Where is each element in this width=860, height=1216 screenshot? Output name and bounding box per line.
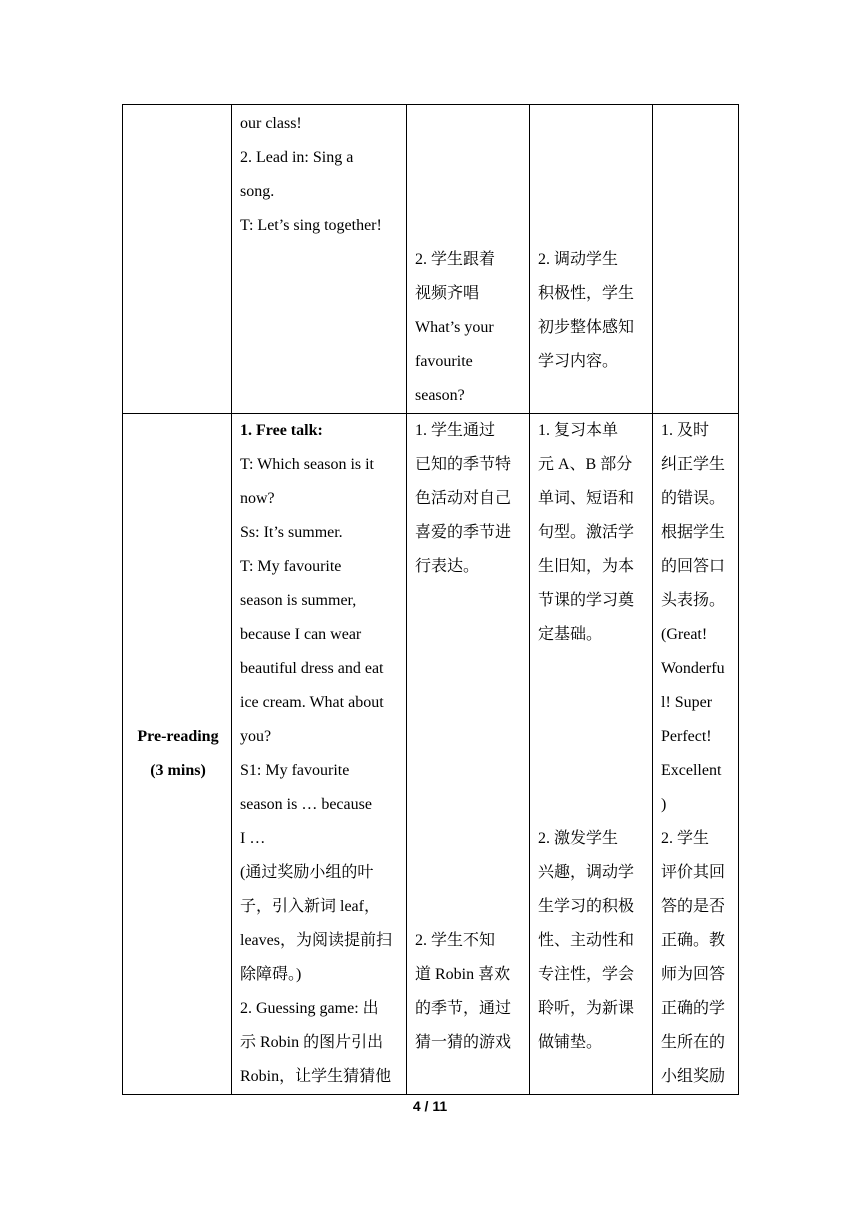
- table-row: [123, 414, 739, 1095]
- text-line: our class!: [240, 115, 302, 132]
- text-line: 单词、短语和: [538, 490, 635, 507]
- text-line: 句型。激活学: [538, 524, 635, 541]
- text-line: 学习内容。: [538, 353, 619, 370]
- text-line: 视频齐唱: [415, 285, 480, 302]
- lesson-plan-table: [122, 104, 739, 1095]
- text-line: season?: [415, 387, 465, 404]
- text-line: (通过奖励小组的叶: [240, 864, 374, 881]
- text-line: Ss: It’s summer.: [240, 524, 343, 541]
- text-line: T: Let’s sing together!: [240, 217, 382, 234]
- text-line: 定基础。: [538, 626, 603, 643]
- text-line: 示 Robin 的图片引出: [240, 1034, 384, 1051]
- text-line: 已知的季节特: [415, 456, 512, 473]
- text-line: 做铺垫。: [538, 1034, 603, 1051]
- text-line: 根据学生: [661, 524, 726, 541]
- text-line: I …: [240, 830, 266, 847]
- text-line: season is … because: [240, 796, 372, 813]
- text-line: now?: [240, 490, 275, 507]
- text-line: 生所在的: [661, 1034, 726, 1051]
- text-line: ice cream. What about: [240, 694, 384, 711]
- text-line: 2. 学生: [661, 830, 710, 847]
- text-line: leaves，为阅读提前扫: [240, 932, 392, 949]
- text-line: 性、主动性和: [538, 932, 635, 949]
- page-number: 4 / 11: [412, 1098, 448, 1114]
- text-line: Perfect!: [661, 728, 712, 745]
- text-line: T: Which season is it: [240, 456, 374, 473]
- text-line: you?: [240, 728, 272, 745]
- table-row: [123, 105, 739, 414]
- text-line: Wonderfu: [661, 660, 725, 677]
- text-line: ): [661, 796, 667, 813]
- text-line: 2. 学生跟着: [415, 251, 496, 268]
- text-line: 专注性，学会: [538, 966, 635, 983]
- text-line: 元 A、B 部分: [538, 456, 633, 473]
- text-line: 的错误。: [661, 490, 726, 507]
- text-line: 评价其回: [661, 864, 726, 881]
- text-line: 初步整体感知: [538, 319, 635, 336]
- text-line: What’s your: [415, 319, 494, 336]
- free-talk-heading: 1. Free talk:: [240, 422, 323, 439]
- design-purpose-cell: [530, 105, 653, 414]
- text-line: 的季节，通过: [415, 1000, 512, 1017]
- text-line: 生学习的积极: [538, 898, 635, 915]
- text-line: Pre-reading: [137, 728, 219, 745]
- stage-cell: [123, 414, 232, 1095]
- text-line: 道 Robin 喜欢: [415, 966, 511, 983]
- text-line: 小组奖励: [661, 1068, 726, 1085]
- text-line: 正确的学: [661, 1000, 726, 1017]
- text-line: 头表扬。: [661, 592, 726, 609]
- text-line: T: My favourite: [240, 558, 342, 575]
- text-line: 师为回答: [661, 966, 726, 983]
- text-line: 2. 激发学生: [538, 830, 619, 847]
- text-line: season is summer,: [240, 592, 357, 609]
- text-line: beautiful dress and eat: [240, 660, 384, 677]
- text-line: 生旧知，为本: [538, 558, 635, 575]
- text-line: 积极性，学生: [538, 285, 635, 302]
- teacher-activity-cell: [232, 105, 407, 414]
- student-activity-cell: [407, 414, 530, 1095]
- text-line: Robin，让学生猜猜他: [240, 1068, 392, 1085]
- text-line: S1: My favourite: [240, 762, 350, 779]
- text-line: 行表达。: [415, 558, 480, 575]
- text-line: 2. 调动学生: [538, 251, 619, 268]
- text-line: favourite: [415, 353, 473, 370]
- text-line: 答的是否: [661, 898, 726, 915]
- text-line: 1. 学生通过: [415, 422, 496, 439]
- text-line: 除障碍。): [240, 966, 302, 983]
- text-line: 聆听，为新课: [538, 1000, 635, 1017]
- text-line: (3 mins): [150, 762, 206, 779]
- text-line: l! Super: [661, 694, 713, 711]
- teacher-activity-cell: [232, 414, 407, 1095]
- text-line: song.: [240, 183, 275, 200]
- text-line: 猜一猜的游戏: [415, 1034, 512, 1051]
- text-line: 1. 及时: [661, 422, 710, 439]
- text-line: because I can wear: [240, 626, 362, 643]
- text-line: 子，引入新词 leaf，: [240, 898, 380, 915]
- text-line: 2. Guessing game: 出: [240, 1000, 379, 1017]
- evaluation-cell: [653, 414, 739, 1095]
- text-line: 1. 复习本单: [538, 422, 619, 439]
- text-line: 节课的学习奠: [538, 592, 635, 609]
- evaluation-cell: [653, 105, 739, 414]
- text-line: 正确。教: [661, 932, 726, 949]
- text-line: Excellent: [661, 762, 722, 779]
- stage-cell: [123, 105, 232, 414]
- text-line: 色活动对自己: [415, 490, 512, 507]
- text-line: 2. 学生不知: [415, 932, 496, 949]
- design-purpose-cell: [530, 414, 653, 1095]
- text-line: 喜爱的季节进: [415, 524, 512, 541]
- text-line: 纠正学生: [661, 456, 726, 473]
- student-activity-cell: [407, 105, 530, 414]
- text-line: 兴趣，调动学: [538, 864, 635, 881]
- text-line: 2. Lead in: Sing a: [240, 149, 354, 166]
- text-line: 的回答口: [661, 558, 726, 575]
- text-line: (Great!: [661, 626, 708, 643]
